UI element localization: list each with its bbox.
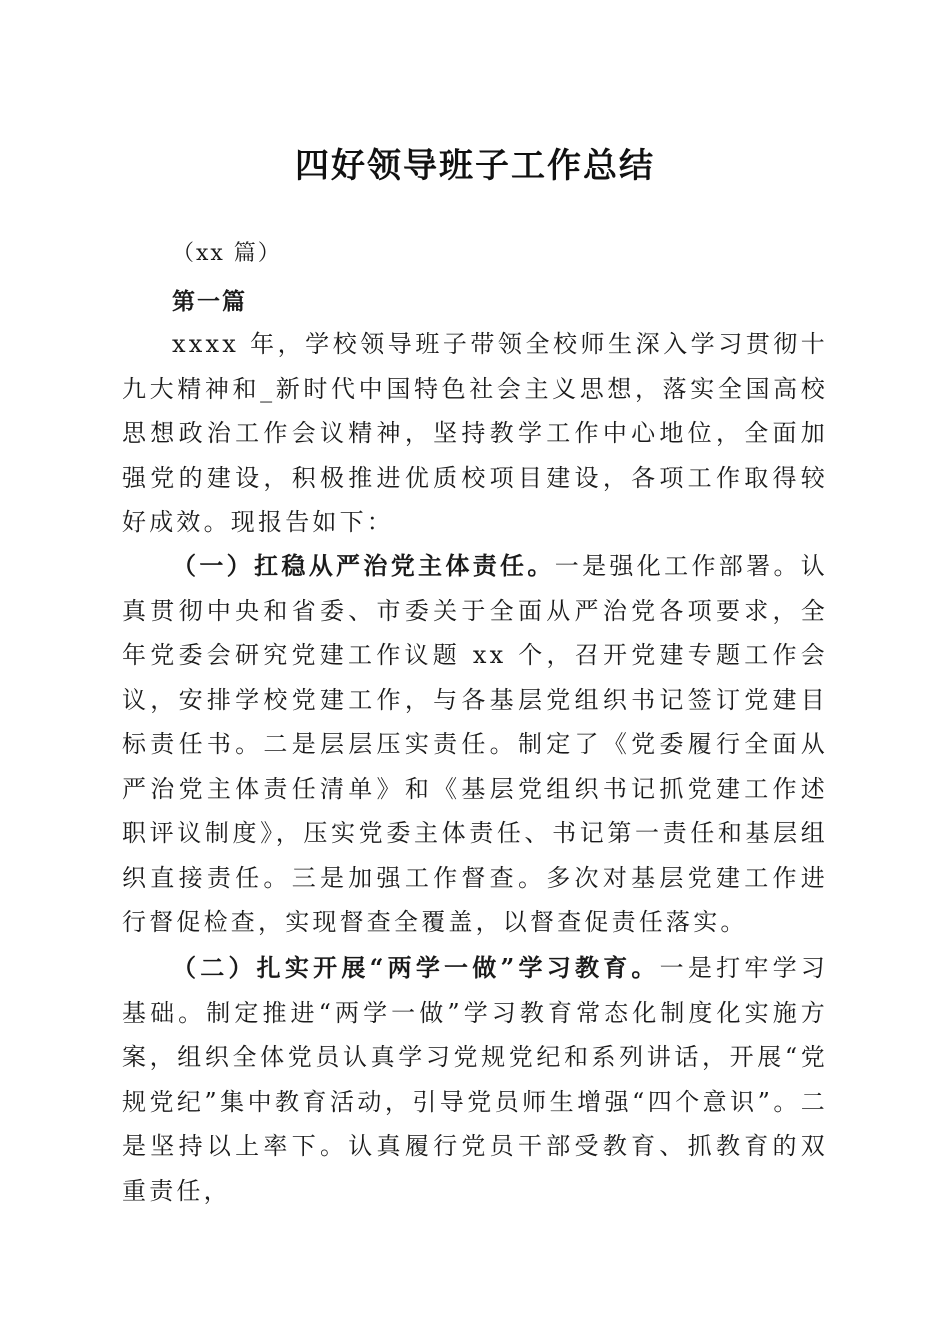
paragraph-lead: （一）扛稳从严治党主体责任。 (172, 551, 555, 580)
document-subtitle: （xx 篇） (172, 241, 282, 266)
document-title: 四好领导班子工作总结 (295, 146, 655, 186)
paragraph-text: 一是强化工作部署。认真贯彻中央和省委、市委关于全面从严治党各项要求，全年党委会研究党建工作议题 xx 个，召开党建专题工作会议，安排学校党建工作，与各基层党组织书记签订党建目标责任书。二是层层压实责任。制定了《党委履行全面从严治党主体责任清单》和《基层党组织书记抓党建工作述职评议制度》，压实党委主体责任、书记第一责任和基层组织直接责任。三是加强工作督查。多次对基层党建工作进行督促检查，实现督查全覆盖，以督查促责任落实。 (122, 552, 828, 936)
section-heading: 第一篇 (172, 288, 247, 315)
paragraph-intro (122, 322, 828, 545)
paragraph-text: 一是打牢学习基础。制定推进“两学一做”学习教育常态化制度化实施方案，组织全体党员认真学习党规党纪和系列讲话，开展“党规党纪”集中教育活动，引导党员师生增强“四个意识”。二是坚持以上率下。认真履行党员干部受教育、抓教育的双重责任， (122, 954, 828, 1205)
paragraph-text: xxxx 年，学校领导班子带领全校师生深入学习贯彻十九大精神和_新时代中国特色社会主义思想，落实全国高校思想政治工作会议精神，坚持教学工作中心地位，全面加强党的建设，积极推进优质校项目建设，各项工作取得较好成效。现报告如下： (122, 330, 828, 536)
paragraph-section-2 (122, 946, 828, 1213)
paragraph-lead: （二）扎实开展“两学一做”学习教育。 (172, 953, 660, 982)
paragraph-section-1 (122, 544, 828, 945)
